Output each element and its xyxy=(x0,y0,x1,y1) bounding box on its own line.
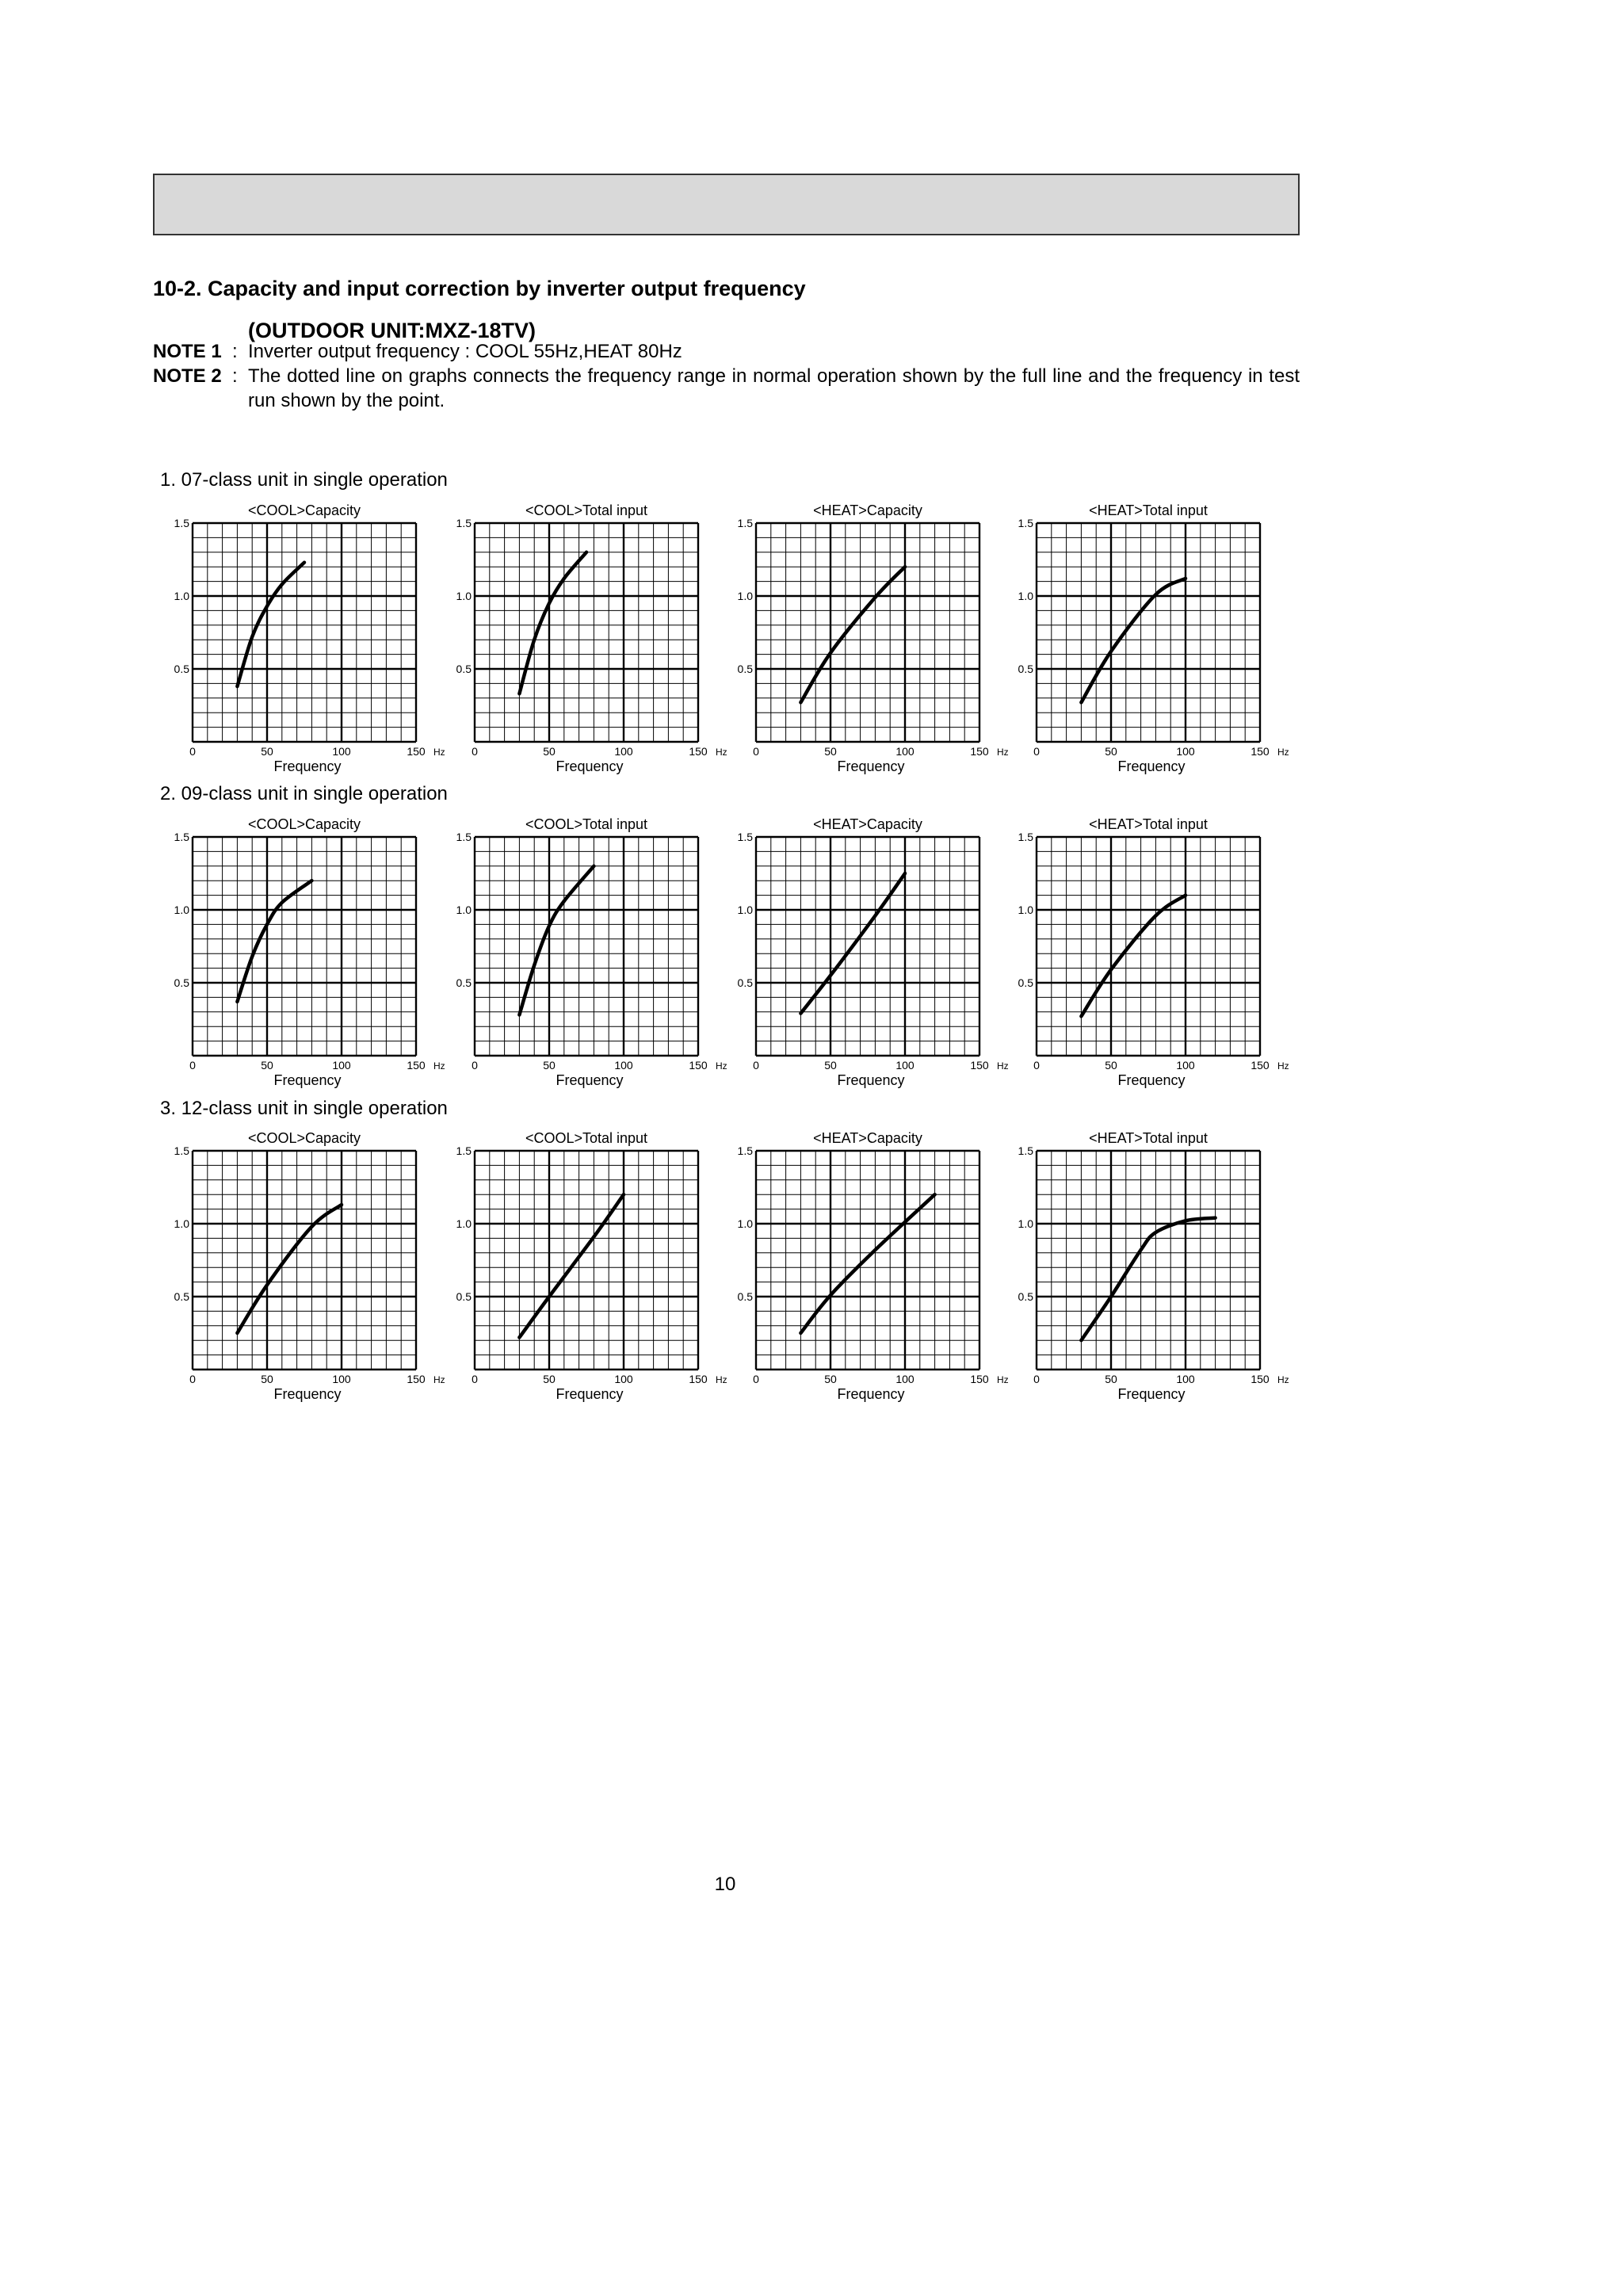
chart-title: <HEAT>Capacity xyxy=(813,502,922,518)
y-tick-label: 1.5 xyxy=(456,831,472,843)
x-tick-label: 50 xyxy=(1105,1373,1117,1385)
y-tick-label: 1.0 xyxy=(174,590,189,602)
group-title-3: 3. 12-class unit in single operation xyxy=(160,1098,448,1119)
y-tick-label: 0.5 xyxy=(737,663,753,675)
group-title-1: 1. 07-class unit in single operation xyxy=(160,469,448,491)
x-tick-label: 0 xyxy=(189,1373,196,1385)
x-tick-label: 50 xyxy=(824,1059,837,1072)
y-tick-label: 1.5 xyxy=(1018,831,1033,843)
page-number: 10 xyxy=(714,1874,736,1895)
x-tick-label: 0 xyxy=(189,745,196,758)
series-line xyxy=(519,866,594,1015)
chart-2-1 xyxy=(167,810,445,1095)
x-tick-label: 0 xyxy=(189,1059,196,1072)
y-tick-label: 1.5 xyxy=(737,831,753,843)
x-tick-label: 100 xyxy=(1176,1373,1195,1385)
chart-title: <COOL>Capacity xyxy=(247,1130,361,1146)
x-axis-label: Frequency xyxy=(837,1386,905,1402)
chart-title: <COOL>Total input xyxy=(525,1130,648,1146)
x-tick-label: 50 xyxy=(261,1059,273,1072)
chart-title: <COOL>Total input xyxy=(525,502,648,518)
series-line xyxy=(800,873,905,1014)
x-axis-label: Frequency xyxy=(1117,1386,1186,1402)
x-tick-label: 100 xyxy=(614,1373,633,1385)
y-tick-label: 1.5 xyxy=(737,517,753,529)
y-tick-label: 1.0 xyxy=(1018,904,1033,916)
y-tick-label: 1.0 xyxy=(456,904,472,916)
series-line xyxy=(519,552,586,694)
y-tick-label: 1.0 xyxy=(1018,1217,1033,1230)
x-tick-label: 0 xyxy=(1033,1373,1040,1385)
x-unit-label: Hz xyxy=(1277,747,1289,758)
x-tick-label: 50 xyxy=(261,1373,273,1385)
y-tick-label: 1.5 xyxy=(174,517,189,529)
chart-1-1 xyxy=(167,496,445,781)
y-tick-label: 1.0 xyxy=(174,904,189,916)
x-tick-label: 150 xyxy=(407,1373,426,1385)
y-tick-label: 0.5 xyxy=(456,1290,472,1303)
y-tick-label: 1.5 xyxy=(1018,1144,1033,1157)
x-tick-label: 50 xyxy=(261,745,273,758)
chart-title: <COOL>Total input xyxy=(525,816,648,832)
x-axis-label: Frequency xyxy=(556,1386,624,1402)
series-line xyxy=(1081,1218,1215,1341)
y-tick-label: 0.5 xyxy=(1018,976,1033,989)
x-unit-label: Hz xyxy=(1277,1374,1289,1385)
x-tick-label: 0 xyxy=(472,1059,478,1072)
x-tick-label: 100 xyxy=(332,1059,351,1072)
chart-2-2 xyxy=(449,810,727,1095)
x-axis-label: Frequency xyxy=(837,1072,905,1088)
y-tick-label: 1.5 xyxy=(1018,517,1033,529)
x-tick-label: 150 xyxy=(689,745,708,758)
y-tick-label: 1.0 xyxy=(456,1217,472,1230)
x-axis-label: Frequency xyxy=(273,1386,342,1402)
x-tick-label: 100 xyxy=(1176,1059,1195,1072)
x-unit-label: Hz xyxy=(1277,1060,1289,1072)
series-line xyxy=(800,1194,934,1333)
x-axis-label: Frequency xyxy=(556,1072,624,1088)
x-unit-label: Hz xyxy=(997,1060,1009,1072)
x-tick-label: 50 xyxy=(543,1373,556,1385)
chart-title: <HEAT>Capacity xyxy=(813,1130,922,1146)
x-tick-label: 0 xyxy=(753,1373,759,1385)
x-unit-label: Hz xyxy=(997,1374,1009,1385)
series-line xyxy=(519,1194,624,1337)
x-tick-label: 0 xyxy=(1033,1059,1040,1072)
chart-title: <HEAT>Total input xyxy=(1089,1130,1208,1146)
chart-3-4 xyxy=(1011,1124,1289,1409)
y-tick-label: 0.5 xyxy=(174,663,189,675)
x-tick-label: 100 xyxy=(614,1059,633,1072)
x-unit-label: Hz xyxy=(433,747,445,758)
x-axis-label: Frequency xyxy=(273,1072,342,1088)
x-tick-label: 50 xyxy=(1105,745,1117,758)
y-tick-label: 0.5 xyxy=(456,976,472,989)
x-tick-label: 100 xyxy=(1176,745,1195,758)
y-tick-label: 0.5 xyxy=(174,1290,189,1303)
x-unit-label: Hz xyxy=(716,1374,727,1385)
y-tick-label: 0.5 xyxy=(737,976,753,989)
x-tick-label: 0 xyxy=(753,1059,759,1072)
x-tick-label: 150 xyxy=(407,1059,426,1072)
x-unit-label: Hz xyxy=(997,747,1009,758)
x-unit-label: Hz xyxy=(716,1060,727,1072)
x-tick-label: 50 xyxy=(543,1059,556,1072)
x-tick-label: 0 xyxy=(753,745,759,758)
note-text: Inverter output frequency : COOL 55Hz,HEAT 80Hz xyxy=(248,341,682,362)
x-axis-label: Frequency xyxy=(837,758,905,774)
chart-title: <COOL>Capacity xyxy=(247,502,361,518)
chart-2-3 xyxy=(731,810,1009,1095)
note-label: NOTE 2 xyxy=(153,365,222,387)
y-tick-label: 0.5 xyxy=(1018,1290,1033,1303)
x-tick-label: 150 xyxy=(689,1373,708,1385)
chart-title: <COOL>Capacity xyxy=(247,816,361,832)
group-title-2: 2. 09-class unit in single operation xyxy=(160,783,448,804)
y-tick-label: 0.5 xyxy=(1018,663,1033,675)
chart-1-4 xyxy=(1011,496,1289,781)
y-tick-label: 1.5 xyxy=(174,831,189,843)
x-tick-label: 100 xyxy=(895,745,915,758)
x-tick-label: 100 xyxy=(895,1373,915,1385)
x-unit-label: Hz xyxy=(433,1374,445,1385)
y-tick-label: 0.5 xyxy=(737,1290,753,1303)
x-tick-label: 50 xyxy=(824,745,837,758)
chart-2-4 xyxy=(1011,810,1289,1095)
section-title: 10-2. Capacity and input correction by inverter output frequency xyxy=(153,277,806,300)
note-colon: : xyxy=(232,365,238,387)
x-tick-label: 0 xyxy=(472,1373,478,1385)
x-tick-label: 150 xyxy=(407,745,426,758)
x-unit-label: Hz xyxy=(433,1060,445,1072)
y-tick-label: 0.5 xyxy=(456,663,472,675)
x-unit-label: Hz xyxy=(716,747,727,758)
x-tick-label: 100 xyxy=(895,1059,915,1072)
x-tick-label: 100 xyxy=(332,1373,351,1385)
x-tick-label: 150 xyxy=(970,1373,989,1385)
x-tick-label: 100 xyxy=(332,745,351,758)
x-axis-label: Frequency xyxy=(1117,758,1186,774)
x-tick-label: 150 xyxy=(970,1059,989,1072)
x-tick-label: 150 xyxy=(1251,745,1270,758)
chart-title: <HEAT>Capacity xyxy=(813,816,922,832)
y-tick-label: 1.0 xyxy=(737,904,753,916)
y-tick-label: 1.0 xyxy=(174,1217,189,1230)
x-axis-label: Frequency xyxy=(1117,1072,1186,1088)
x-tick-label: 150 xyxy=(1251,1373,1270,1385)
x-tick-label: 100 xyxy=(614,745,633,758)
y-tick-label: 1.5 xyxy=(456,517,472,529)
chart-title: <HEAT>Total input xyxy=(1089,816,1208,832)
chart-3-3 xyxy=(731,1124,1009,1409)
series-line xyxy=(800,567,905,702)
y-tick-label: 1.0 xyxy=(1018,590,1033,602)
y-tick-label: 0.5 xyxy=(174,976,189,989)
x-axis-label: Frequency xyxy=(273,758,342,774)
x-tick-label: 150 xyxy=(689,1059,708,1072)
y-tick-label: 1.5 xyxy=(737,1144,753,1157)
note-text: The dotted line on graphs connects the frequency range in normal operation shown by the full line and the frequency in test run shown by the point. xyxy=(248,365,1300,411)
y-tick-label: 1.0 xyxy=(456,590,472,602)
y-tick-label: 1.0 xyxy=(737,590,753,602)
chart-title: <HEAT>Total input xyxy=(1089,502,1208,518)
y-tick-label: 1.0 xyxy=(737,1217,753,1230)
x-tick-label: 0 xyxy=(1033,745,1040,758)
chart-3-2 xyxy=(449,1124,727,1409)
series-line xyxy=(1081,896,1186,1017)
x-tick-label: 50 xyxy=(824,1373,837,1385)
note-label: NOTE 1 xyxy=(153,341,222,362)
chart-3-1 xyxy=(167,1124,445,1409)
header-bar xyxy=(153,174,1300,235)
x-axis-label: Frequency xyxy=(556,758,624,774)
section-subtitle: (OUTDOOR UNIT:MXZ-18TV) xyxy=(248,319,536,342)
x-tick-label: 0 xyxy=(472,745,478,758)
y-tick-label: 1.5 xyxy=(174,1144,189,1157)
chart-1-2 xyxy=(449,496,727,781)
x-tick-label: 50 xyxy=(1105,1059,1117,1072)
note-colon: : xyxy=(232,341,238,362)
x-tick-label: 150 xyxy=(1251,1059,1270,1072)
chart-1-3 xyxy=(731,496,1009,781)
x-tick-label: 150 xyxy=(970,745,989,758)
x-tick-label: 50 xyxy=(543,745,556,758)
y-tick-label: 1.5 xyxy=(456,1144,472,1157)
